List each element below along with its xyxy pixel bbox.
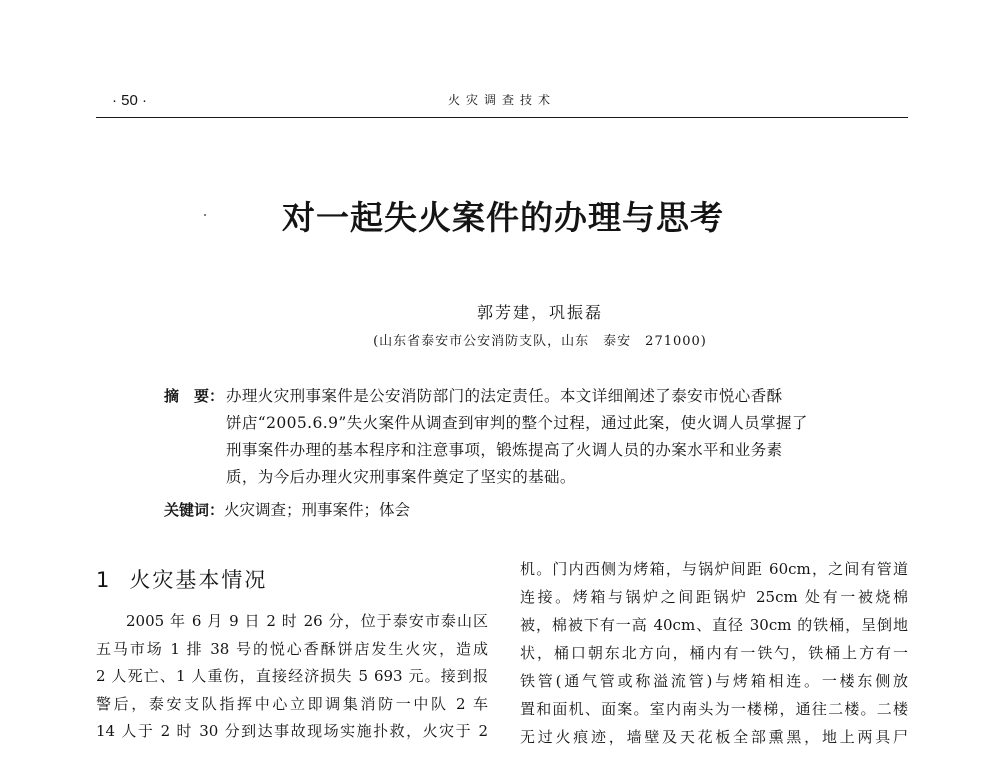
- abstract: [164, 383, 854, 491]
- page-number: · 50 ·: [112, 92, 148, 109]
- abstract-row-2: [164, 410, 854, 437]
- text-line: 警后，泰安支队指挥中心立即调集消防一中队 2 车: [96, 694, 488, 713]
- keywords-label: 关键词：: [164, 501, 225, 519]
- body-column-right: [520, 555, 908, 751]
- header-rule: [96, 117, 908, 118]
- running-header: [96, 88, 908, 112]
- text-line: 无过火痕迹，墙壁及天花板全部熏黑，地上两具尸: [520, 728, 908, 746]
- abstract-row-1: [164, 383, 854, 410]
- abstract-row-4: [164, 464, 854, 491]
- text-line: 五马市场 1 排 38 号的悦心香酥饼店发生火灾，造成: [96, 639, 488, 658]
- paragraph: [96, 608, 488, 746]
- section-number: 1: [96, 568, 112, 592]
- abstract-line: 饼店“2005.6.9”失火案件从调查到审判的整个过程，通过此案，使火调人员掌握了: [226, 414, 808, 432]
- abstract-line: 刑事案件办理的基本程序和注意事项，锻炼提高了火调人员的办案水平和业务素: [226, 441, 783, 459]
- keywords-text: 火灾调查；刑事案件；体会: [224, 501, 411, 519]
- text-line: 连接。烤箱与锅炉之间距锅炉 25cm 处有一被烧棉: [520, 588, 908, 606]
- keywords: [164, 497, 854, 524]
- journal-name: 火灾调查技术: [447, 93, 556, 107]
- body-column-left: [96, 560, 488, 746]
- author-affiliation: (山东省泰安市公安消防支队，山东 泰安 271000): [373, 334, 707, 349]
- section-title: 火灾基本情况: [129, 568, 268, 592]
- paragraph: [520, 555, 908, 751]
- text-line: 2005 年 6 月 9 日 2 时 26 分，位于泰安市泰山区: [126, 612, 488, 630]
- abstract-line: 质，为今后办理火灾刑事案件奠定了坚实的基础。: [226, 468, 576, 486]
- text-line: 机。门内西侧为烤箱，与锅炉间距 60cm，之间有管道: [520, 560, 908, 578]
- text-line: 状，桶口朝东北方向，桶内有一铁勺，铁桶上方有一: [520, 644, 908, 662]
- text-line: 铁管(通气管或称溢流管)与烤箱相连。一楼东侧放: [520, 672, 908, 690]
- abstract-line: 办理火灾刑事案件是公安消防部门的法定责任。本文详细阐述了泰安市悦心香酥: [226, 387, 783, 405]
- article-title: 对一起失火案件的办理与思考: [282, 198, 724, 237]
- text-line: 置和面机、面案。室内南头为一楼梯，通往二楼。二楼: [520, 700, 908, 718]
- abstract-row-3: [164, 437, 854, 464]
- text-line: 2 人死亡、1 人重伤，直接经济损失 5 693 元。接到报: [96, 667, 488, 685]
- abstract-label: 摘 要：: [164, 387, 225, 405]
- text-line: 被，棉被下有一高 40cm、直径 30cm 的铁桶，呈倒地: [520, 616, 908, 634]
- author-names: 郭芳建，巩振磊: [476, 303, 603, 322]
- section-heading: [96, 560, 488, 600]
- text-line: 14 人于 2 时 30 分到达事故现场实施扑救，火灾于 2: [96, 722, 488, 740]
